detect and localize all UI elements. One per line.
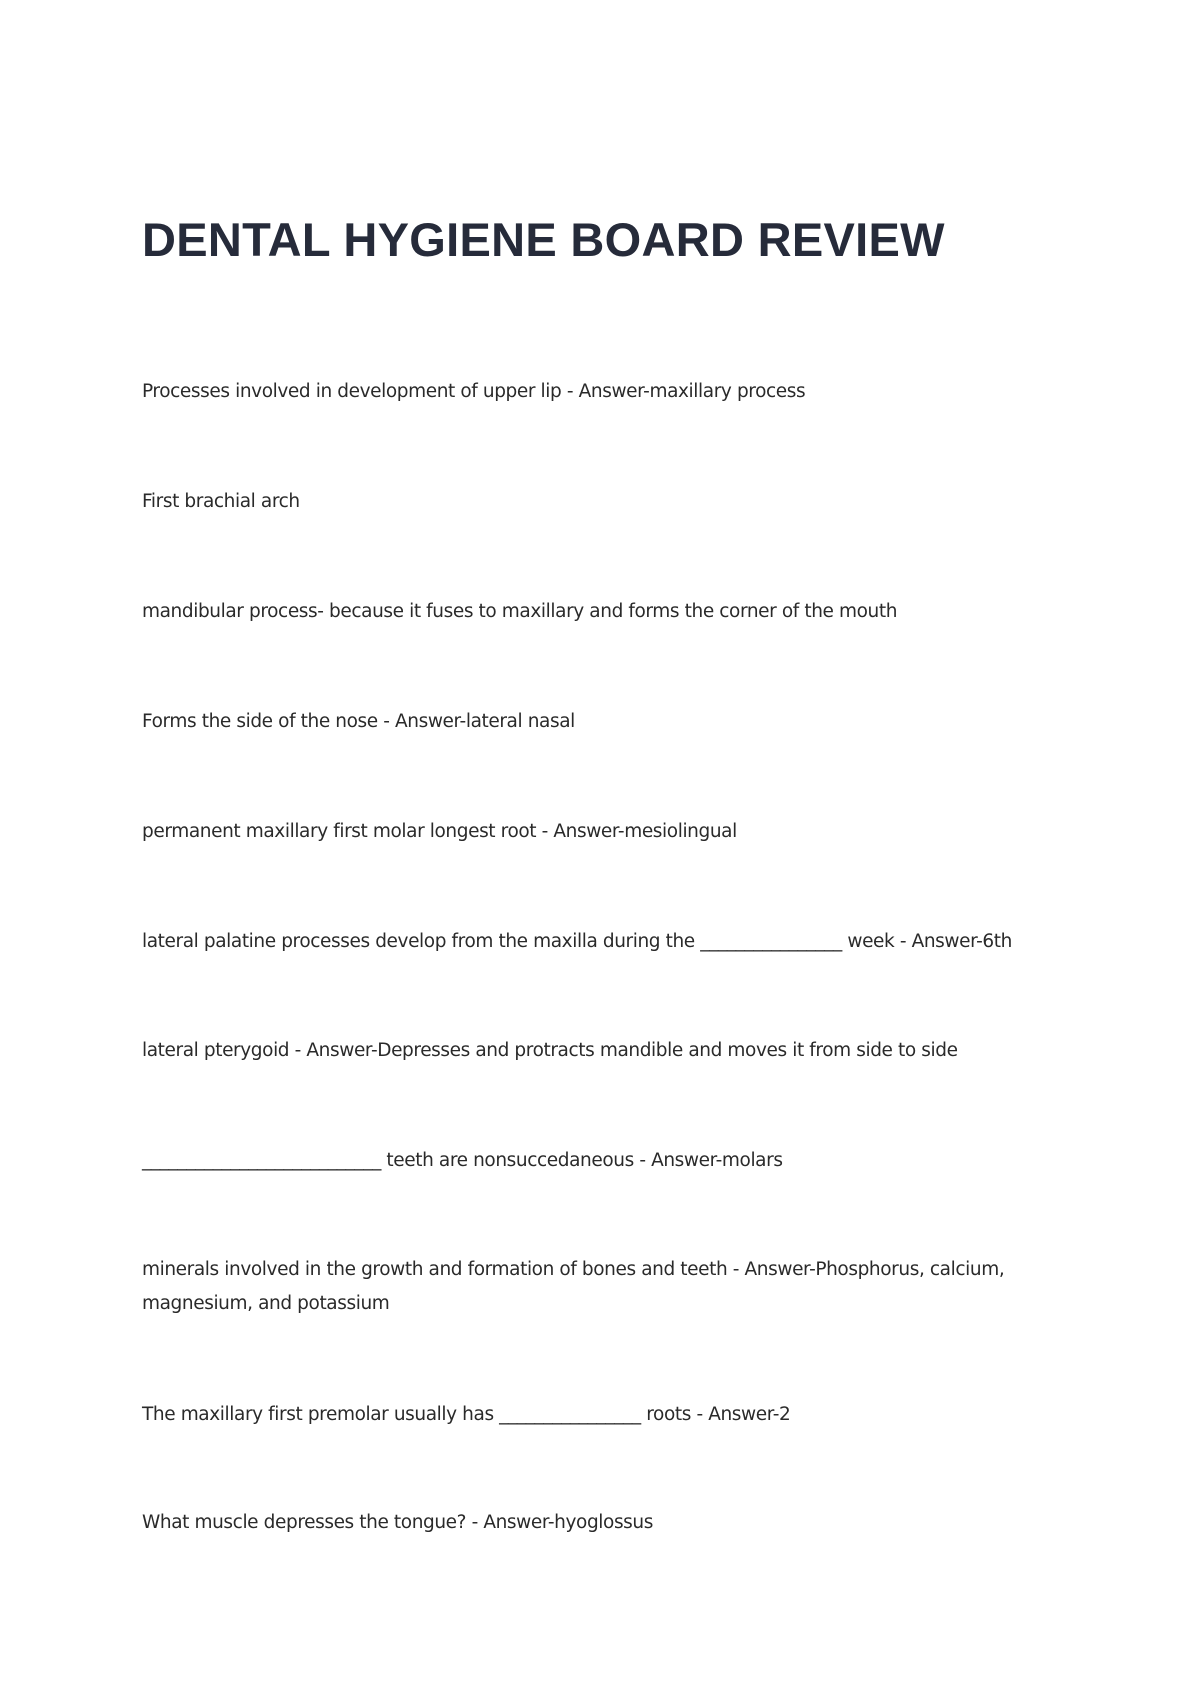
question-first-molar-root: permanent maxillary first molar longest root - Answer-mesiolingual	[142, 821, 737, 842]
question-premolar-roots: The maxillary first premolar usually has ________________ roots - Answer-2	[142, 1404, 791, 1425]
page-title: DENTAL HYGIENE BOARD REVIEW	[142, 213, 945, 266]
question-tongue-depressor: What muscle depresses the tongue? - Answer-hyoglossus	[142, 1512, 653, 1533]
text-mandibular-process: mandibular process- because it fuses to maxillary and forms the corner of the mouth	[142, 601, 898, 622]
question-nonsuccedaneous-teeth: ___________________________ teeth are nonsuccedaneous - Answer-molars	[142, 1150, 783, 1171]
question-lateral-pterygoid: lateral pterygoid - Answer-Depresses and protracts mandible and moves it from side to side	[142, 1040, 958, 1061]
question-palatine-processes: lateral palatine processes develop from the maxilla during the ________________ week - Answer-6th	[142, 931, 1012, 952]
text-first-brachial-arch: First brachial arch	[142, 491, 300, 512]
question-upper-lip-processes: Processes involved in development of upper lip - Answer-maxillary process	[142, 381, 806, 402]
question-minerals: minerals involved in the growth and formation of bones and teeth - Answer-Phosphorus, calcium, magnesium, and potassium	[142, 1259, 1005, 1314]
question-side-of-nose: Forms the side of the nose - Answer-lateral nasal	[142, 711, 575, 732]
